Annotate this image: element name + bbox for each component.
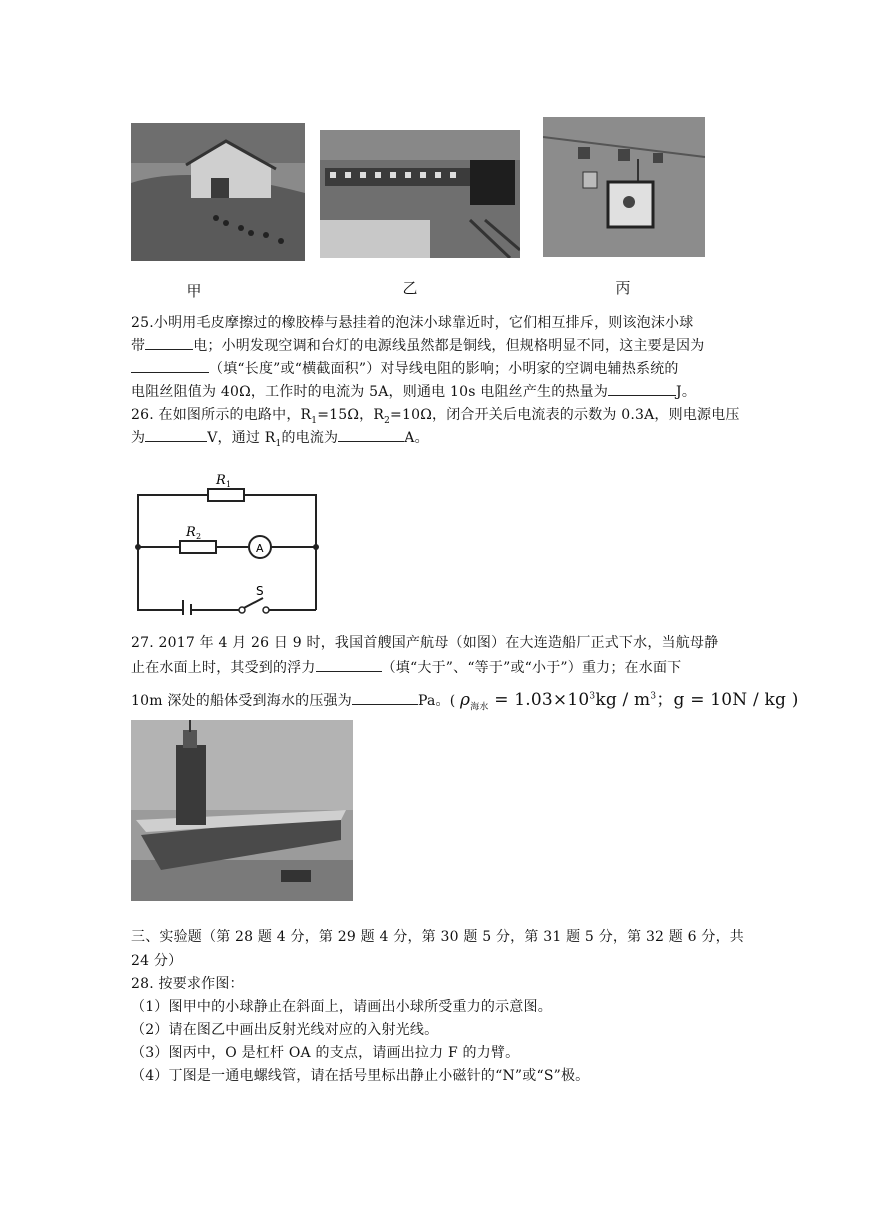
density-formula: $\rho_{海水} = 1.03\times 10^3kg / m^3$；g = 10N / kg ) [460, 690, 799, 713]
blank[interactable] [352, 691, 418, 705]
q26-line2: 为 V，通过 $R_1$的电流为 A。 [131, 430, 429, 449]
q25-line1: 25.小明用毛皮摩擦过的橡胶棒与悬挂着的泡沫小球靠近时，它们相互排斥，则该泡沫小球 [131, 315, 694, 331]
q27-line2: 止在水面上时，其受到的浮力 （填“大于”、“等于”或“小于”）重力；在水面下 [131, 660, 682, 676]
caption-jia: 甲 [186, 282, 202, 300]
circuit-diagram [128, 470, 328, 615]
blank[interactable] [338, 428, 404, 442]
ammeter-label: A [256, 542, 264, 555]
caption-yi: 乙 [402, 279, 418, 297]
r1-label: R [216, 473, 226, 488]
r2-label: R [186, 525, 196, 540]
blank[interactable] [131, 359, 209, 373]
q25-line4: 电阻丝阻值为 40Ω，工作时的电流为 5A，则通电 10s 电阻丝产生的热量为 J。 [131, 384, 697, 400]
photo-jia [131, 123, 305, 261]
q28-item-3: （3）图丙中，O 是杠杆 OA 的支点，请画出拉力 F 的力臂。 [131, 1045, 520, 1061]
photo-bing [543, 117, 705, 257]
section3-line2: 24 分） [131, 953, 183, 969]
q28-title: 28. 按要求作图： [131, 976, 244, 992]
q26-line1: 26. 在如图所示的电路中，$R_1=15\Omega$，$R_2=10\Omega$，闭合开关后电流表的示数为 0.3A，则电源电压 [131, 407, 740, 426]
q25-line2: 带 电；小明发现空调和台灯的电源线虽然都是铜线，但规格明显不同，这主要是因为 [131, 338, 705, 354]
switch-label: S [256, 584, 264, 598]
q28-item-4: （4）丁图是一通电螺线管，请在括号里标出静止小磁针的“N”或“S”极。 [131, 1068, 590, 1084]
r1-sub: 1 [226, 480, 232, 489]
r2-sub: 2 [196, 532, 202, 541]
blank[interactable] [145, 428, 207, 442]
blank[interactable] [608, 382, 676, 396]
photo-aircraft-carrier [131, 720, 353, 901]
blank[interactable] [145, 336, 193, 350]
caption-bing: 丙 [615, 279, 631, 297]
q28-item-1: （1）图甲中的小球静止在斜面上，请画出小球所受重力的示意图。 [131, 999, 552, 1015]
q25-line3: （填“长度”或“横截面积”）对导线电阻的影响；小明家的空调电辅热系统的 [131, 358, 679, 378]
q27-line3: 10m 深处的船体受到海水的压强为 Pa。( $\rho_{海水} = 1.03\times 10^3kg / m^3$；g = 10N / kg ) [131, 690, 799, 713]
photo-yi [320, 130, 520, 258]
q28-item-2: （2）请在图乙中画出反射光线对应的入射光线。 [131, 1022, 439, 1038]
section3-line1: 三、实验题（第 28 题 4 分，第 29 题 4 分，第 30 题 5 分，第 31 题 5 分，第 32 题 6 分，共 [131, 929, 745, 945]
q27-line1: 27. 2017 年 4 月 26 日 9 时，我国首艘国产航母（如图）在大连造船厂正式下水，当航母静 [131, 635, 719, 651]
blank[interactable] [316, 658, 382, 672]
